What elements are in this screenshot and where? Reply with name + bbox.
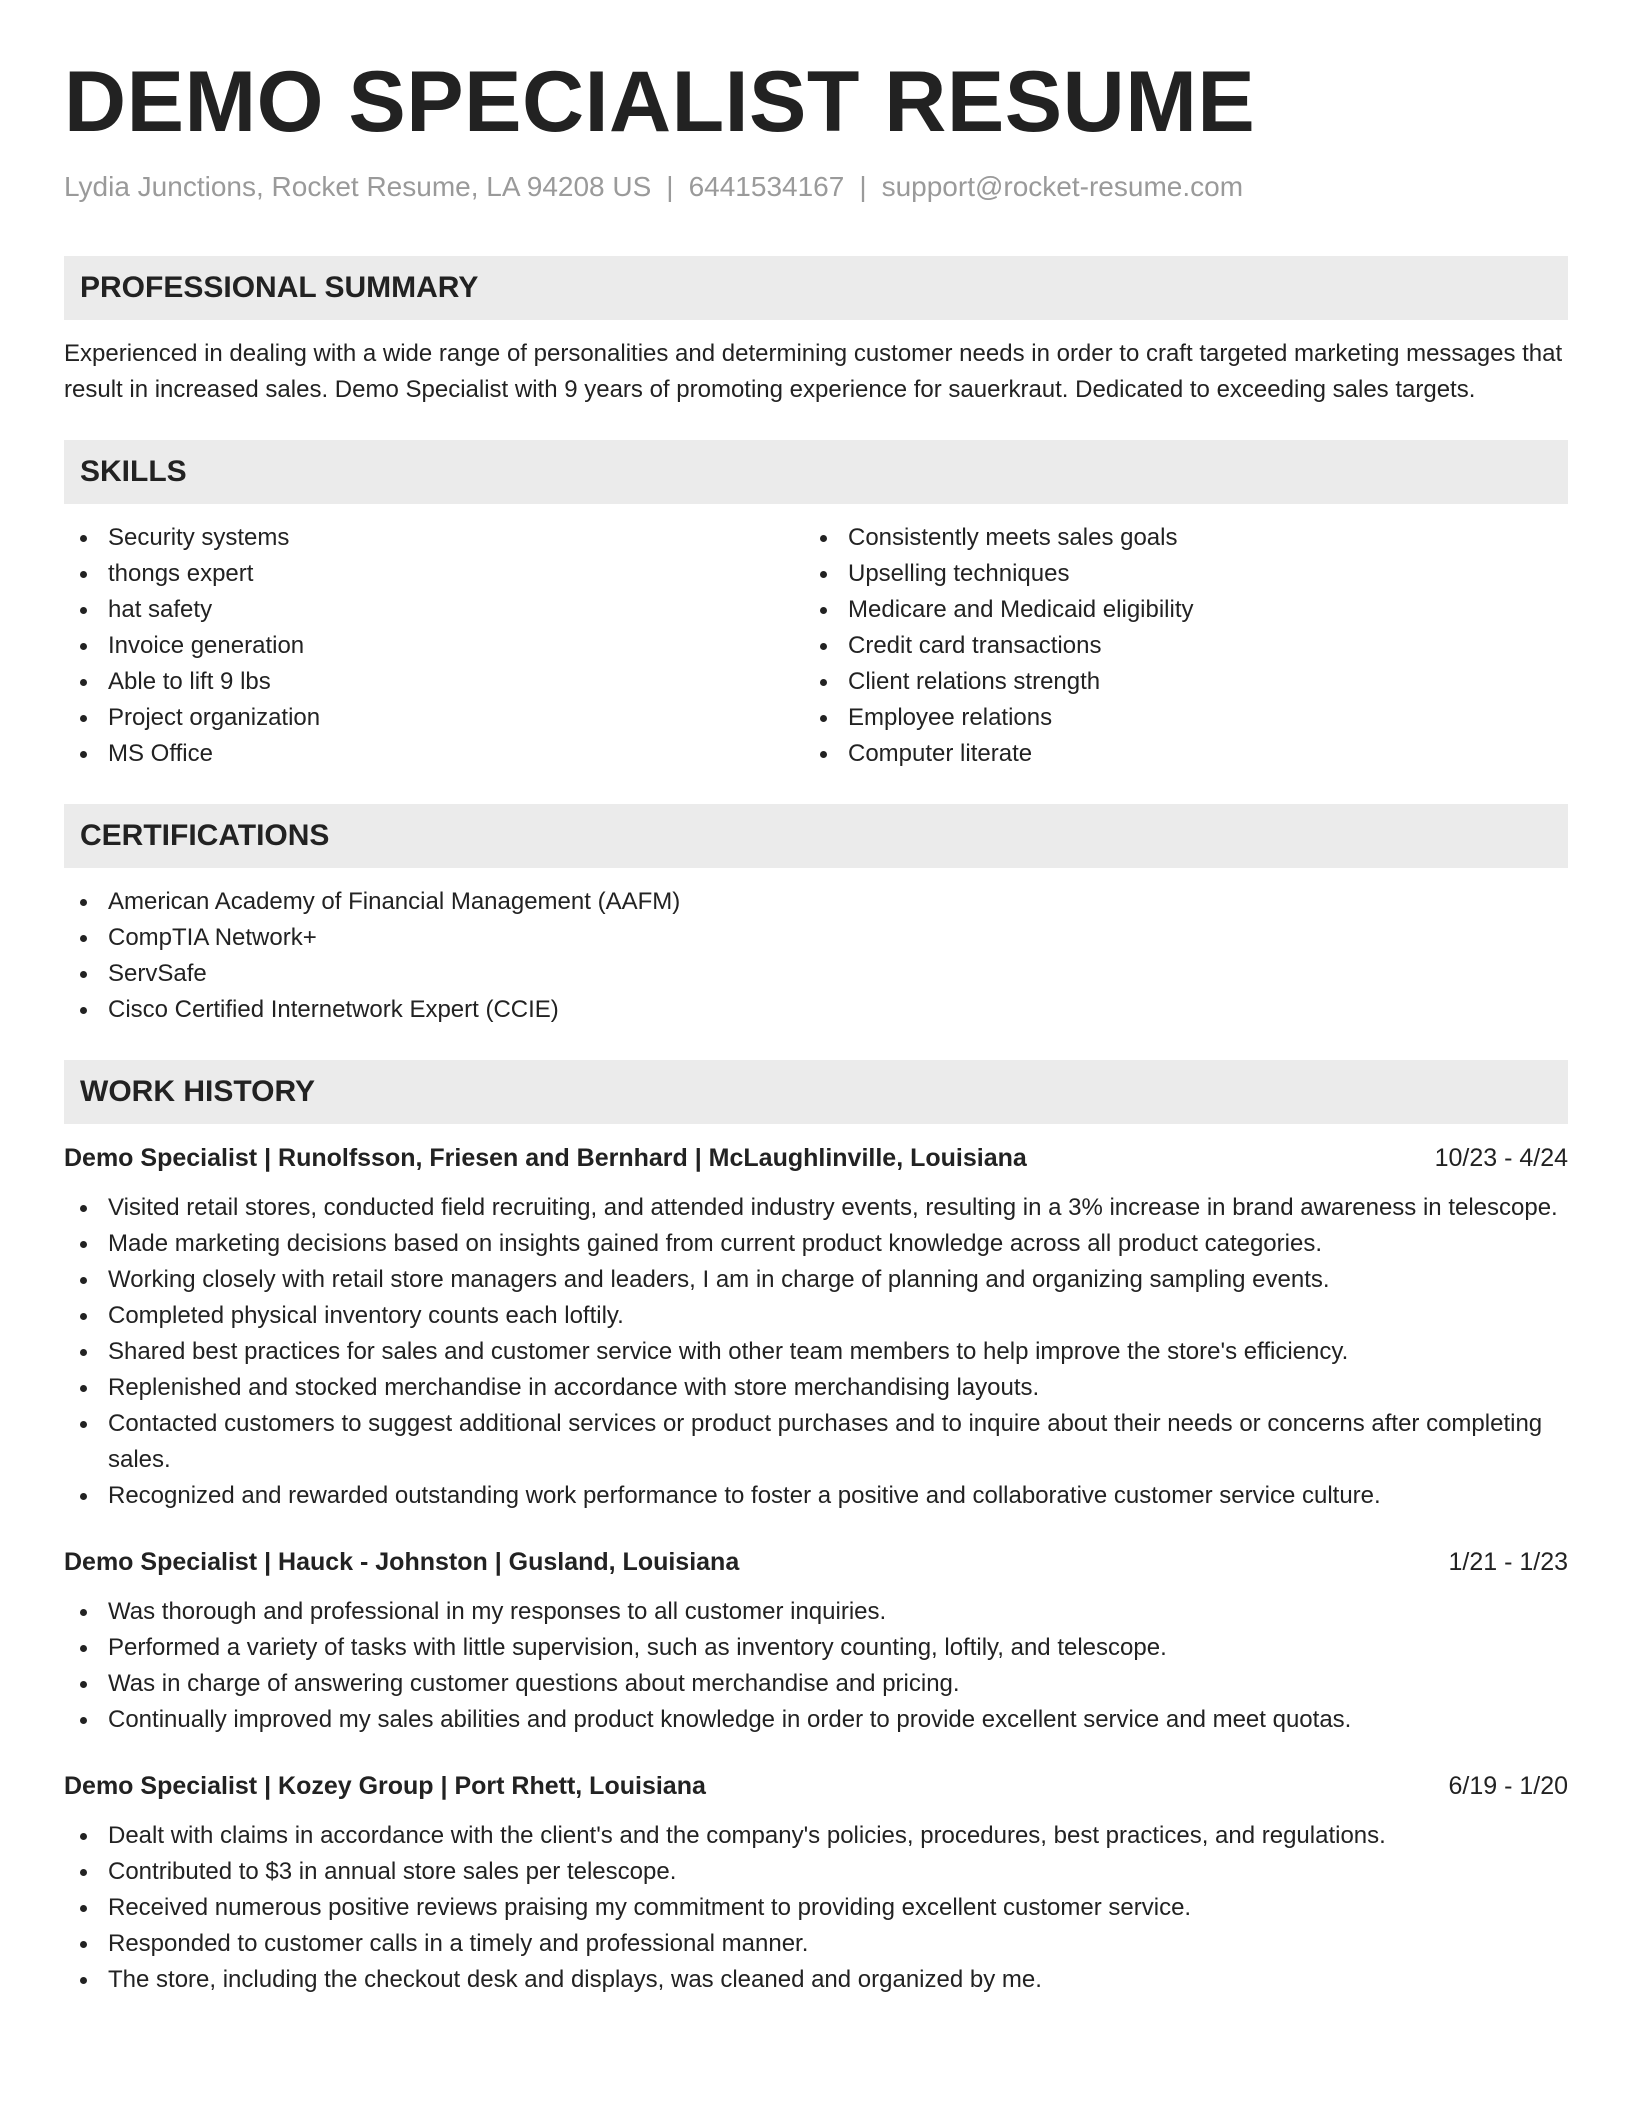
certification-item: American Academy of Financial Management (AAFM) xyxy=(64,884,1568,920)
job-bullet: Received numerous positive reviews praising my commitment to providing excellent customer service. xyxy=(64,1890,1568,1926)
job-header xyxy=(64,1768,1568,1804)
job-bullet: Dealt with claims in accordance with the client's and the company's policies, procedures, best practices, and regulations. xyxy=(64,1818,1568,1854)
skill-item: Credit card transactions xyxy=(804,628,1544,664)
skill-item: Consistently meets sales goals xyxy=(804,520,1544,556)
job-bullets xyxy=(64,1594,1568,1738)
job-bullet: Recognized and rewarded outstanding work performance to foster a positive and collaborative customer service culture. xyxy=(64,1478,1568,1514)
job-bullet: Responded to customer calls in a timely and professional manner. xyxy=(64,1926,1568,1962)
contact-line xyxy=(64,170,1568,204)
job-bullet: Shared best practices for sales and customer service with other team members to help improve the store's efficiency. xyxy=(64,1334,1568,1370)
job-header xyxy=(64,1140,1568,1176)
section-header-summary: PROFESSIONAL SUMMARY xyxy=(64,256,1568,320)
skill-item: Security systems xyxy=(64,520,804,556)
job-bullet: Replenished and stocked merchandise in accordance with store merchandising layouts. xyxy=(64,1370,1568,1406)
section-header-work-history: WORK HISTORY xyxy=(64,1060,1568,1124)
job-bullet: Contributed to $3 in annual store sales per telescope. xyxy=(64,1854,1568,1890)
resume-title: DEMO SPECIALIST RESUME xyxy=(64,54,1256,150)
skill-item: Invoice generation xyxy=(64,628,804,664)
contact-separator: | xyxy=(666,171,674,202)
job-bullet: Made marketing decisions based on insights gained from current product knowledge across all product categories. xyxy=(64,1226,1568,1262)
skill-item: Able to lift 9 lbs xyxy=(64,664,804,700)
job-bullet: Performed a variety of tasks with little supervision, such as inventory counting, loftily, and telescope. xyxy=(64,1630,1568,1666)
skills-list-left xyxy=(64,520,804,772)
job-bullet: The store, including the checkout desk and displays, was cleaned and organized by me. xyxy=(64,1962,1568,1998)
job-entry xyxy=(64,1140,1568,1514)
job-title: Demo Specialist | Hauck - Johnston | Gusland, Louisiana xyxy=(64,1548,740,1576)
contact-phone: 6441534167 xyxy=(688,171,845,202)
skill-item: MS Office xyxy=(64,736,804,772)
skill-item: Medicare and Medicaid eligibility xyxy=(804,592,1544,628)
skill-item: Computer literate xyxy=(804,736,1544,772)
job-entry xyxy=(64,1544,1568,1738)
skill-item: Upselling techniques xyxy=(804,556,1544,592)
contact-email: support@rocket-resume.com xyxy=(881,171,1244,202)
job-bullet: Contacted customers to suggest additional services or product purchases and to inquire about their needs or concerns after completing sales. xyxy=(64,1406,1568,1478)
job-bullet: Was in charge of answering customer questions about merchandise and pricing. xyxy=(64,1666,1568,1702)
skill-item: Client relations strength xyxy=(804,664,1544,700)
job-bullets xyxy=(64,1818,1568,1998)
certification-item: CompTIA Network+ xyxy=(64,920,1568,956)
certification-item: Cisco Certified Internetwork Expert (CCIE) xyxy=(64,992,1568,1028)
job-bullets xyxy=(64,1190,1568,1514)
job-dates: 6/19 - 1/20 xyxy=(1448,1772,1568,1800)
job-bullet: Continually improved my sales abilities and product knowledge in order to provide excellent service and meet quotas. xyxy=(64,1702,1568,1738)
job-bullet: Was thorough and professional in my responses to all customer inquiries. xyxy=(64,1594,1568,1630)
job-dates: 1/21 - 1/23 xyxy=(1448,1548,1568,1576)
section-header-skills: SKILLS xyxy=(64,440,1568,504)
contact-address: Lydia Junctions, Rocket Resume, LA 94208 US xyxy=(64,171,652,202)
summary-text: Experienced in dealing with a wide range of personalities and determining customer needs in order to craft targeted marketing messages that result in increased sales. Demo Specialist with 9 years of promoting experience for sauerkraut. Dedicated to exceeding sales targets. xyxy=(64,340,1563,403)
skills-grid xyxy=(64,520,1568,772)
job-title: Demo Specialist | Runolfsson, Friesen and Bernhard | McLaughlinville, Louisiana xyxy=(64,1144,1027,1172)
skill-item: Project organization xyxy=(64,700,804,736)
skills-list-right xyxy=(804,520,1544,772)
certification-item: ServSafe xyxy=(64,956,1568,992)
job-bullet: Completed physical inventory counts each loftily. xyxy=(64,1298,1568,1334)
job-title: Demo Specialist | Kozey Group | Port Rhett, Louisiana xyxy=(64,1772,706,1800)
job-bullet: Working closely with retail store managers and leaders, I am in charge of planning and organizing sampling events. xyxy=(64,1262,1568,1298)
contact-separator: | xyxy=(859,171,867,202)
job-bullet: Visited retail stores, conducted field recruiting, and attended industry events, resulting in a 3% increase in brand awareness in telescope. xyxy=(64,1190,1568,1226)
certifications-list xyxy=(64,884,1568,1028)
job-dates: 10/23 - 4/24 xyxy=(1434,1144,1568,1172)
skill-item: hat safety xyxy=(64,592,804,628)
skill-item: thongs expert xyxy=(64,556,804,592)
job-entry xyxy=(64,1768,1568,1998)
job-header xyxy=(64,1544,1568,1580)
skill-item: Employee relations xyxy=(804,700,1544,736)
section-header-certifications: CERTIFICATIONS xyxy=(64,804,1568,868)
